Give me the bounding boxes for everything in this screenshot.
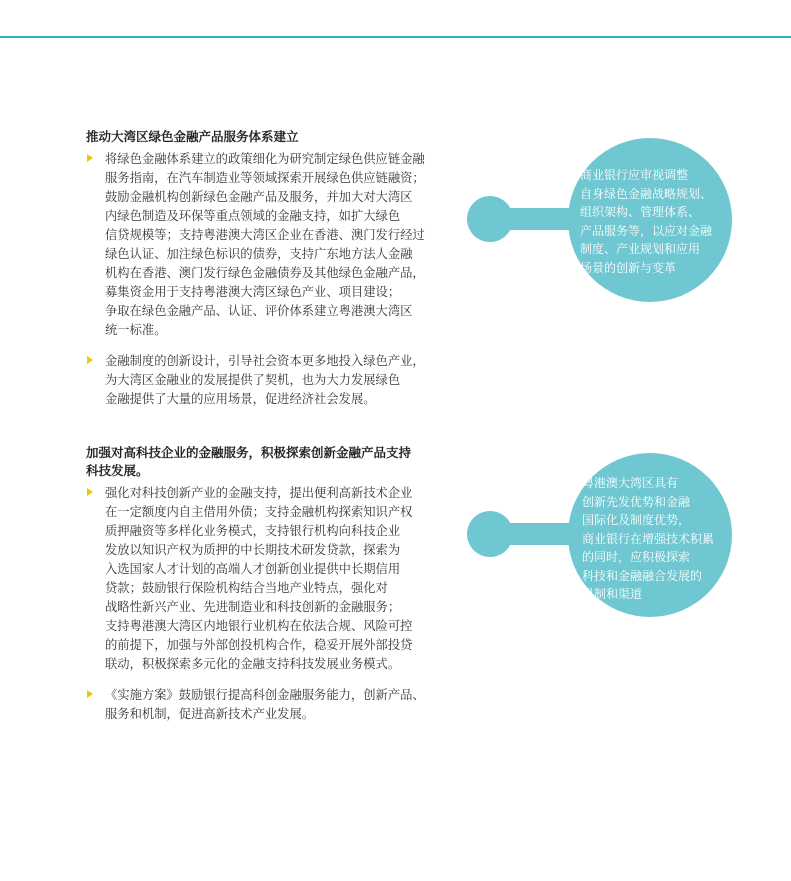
triangle-bullet-icon [87, 488, 93, 496]
callout-line: 科技和金融融合发展的 [582, 568, 703, 583]
callout-line: 的同时，应积极探索 [582, 550, 691, 564]
callout-line: 制度、产业规划和应用 [580, 242, 701, 256]
text-line: 质押融资等多样化业务模式，支持银行机构向科技企业 [105, 524, 401, 538]
heading-line: 加强对高科技企业的金融服务，积极探索创新金融产品支持 [86, 445, 412, 460]
text-line: 强化对科技创新产业的金融支持，提出便利高新技术企业 [105, 486, 413, 500]
text-line: 绿色认证、加注绿色标识的债券，支持广东地方法人金融 [105, 247, 413, 261]
list-item [86, 686, 466, 724]
text-line: 服务和机制，促进高新技术产业发展。 [105, 707, 315, 721]
text-line: 机构在香港、澳门发行绿色金融债券及其他绿色金融产品， [105, 266, 425, 280]
heading-line: 科技发展。 [86, 463, 149, 478]
text-line: 信贷规模等；支持粤港澳大湾区企业在香港、澳门发行经过 [105, 228, 425, 242]
section-tech-finance [86, 444, 466, 736]
text-line: 支持粤港澳大湾区内地银行业机构在依法合规、风险可控 [105, 619, 413, 633]
text-line: 入选国家人才计划的高端人才创新创业提供中长期信用 [105, 562, 401, 576]
callout-line: 机制和渠道 [582, 587, 643, 601]
section-heading: 推动大湾区绿色金融产品服务体系建立 [86, 129, 299, 144]
callout-line: 商业银行应审视调整 [580, 168, 689, 182]
text-line: 发放以知识产权为质押的中长期技术研发贷款，探索为 [105, 543, 401, 557]
callout-line: 产品服务等，以应对金融 [580, 223, 713, 238]
text-line: 战略性新兴产业、先进制造业和科技创新的金融服务； [105, 600, 401, 614]
text-line: 争取在绿色金融产品、认证、评价体系建立粤港澳大湾区 [105, 304, 413, 318]
callout-line: 创新先发优势和金融 [582, 494, 691, 509]
text-line: 统一标准。 [105, 323, 167, 337]
triangle-bullet-icon [87, 690, 93, 698]
triangle-bullet-icon [87, 356, 93, 364]
callout-line: 自身绿色金融战略规划、 [580, 186, 713, 201]
callout-line: 国际化及制度优势， [582, 513, 691, 527]
triangle-bullet-icon [87, 154, 93, 162]
callout-line: 商业银行在增强技术积累 [582, 531, 715, 546]
text-line: 鼓励金融机构创新绿色金融产品及服务，并加大对大湾区 [105, 190, 413, 204]
text-line: 联动，积极探索多元化的金融支持科技发展业务模式。 [105, 657, 401, 671]
text-line: 金融提供了大量的应用场景，促进经济社会发展。 [105, 392, 376, 406]
text-line: 在一定额度内自主借用外债；支持金融机构探索知识产权 [105, 505, 413, 519]
top-rule [0, 36, 791, 38]
list-item [86, 150, 466, 340]
text-line: 为大湾区金融业的发展提供了契机，也为大力发展绿色 [105, 373, 401, 387]
section-green-finance [86, 128, 466, 421]
callout-line: 场景的创新与变革 [580, 260, 677, 275]
text-line: 服务指南，在汽车制造业等领域探索开展绿色供应链融资； [105, 171, 425, 185]
text-line: 的前提下，加强与外部创投机构合作，稳妥开展外部投贷 [105, 638, 413, 652]
callout-line: 组织架构、管理体系、 [580, 205, 701, 219]
text-line: 将绿色金融体系建立的政策细化为研究制定绿色供应链金融 [105, 152, 425, 166]
callout-line: 粤港澳大湾区具有 [582, 476, 679, 490]
list-item [86, 484, 466, 674]
text-line: 金融制度的创新设计，引导社会资本更多地投入绿色产业， [105, 354, 425, 368]
text-line: 贷款；鼓励银行保险机构结合当地产业特点，强化对 [105, 581, 388, 595]
text-line: 募集资金用于支持粤港澳大湾区绿色产业、项目建设； [105, 285, 401, 299]
list-item [86, 352, 466, 409]
text-line: 《实施方案》鼓励银行提高科创金融服务能力，创新产品、 [105, 688, 425, 702]
text-line: 内绿色制造及环保等重点领域的金融支持，如扩大绿色 [105, 209, 401, 223]
section-heading [86, 444, 466, 480]
